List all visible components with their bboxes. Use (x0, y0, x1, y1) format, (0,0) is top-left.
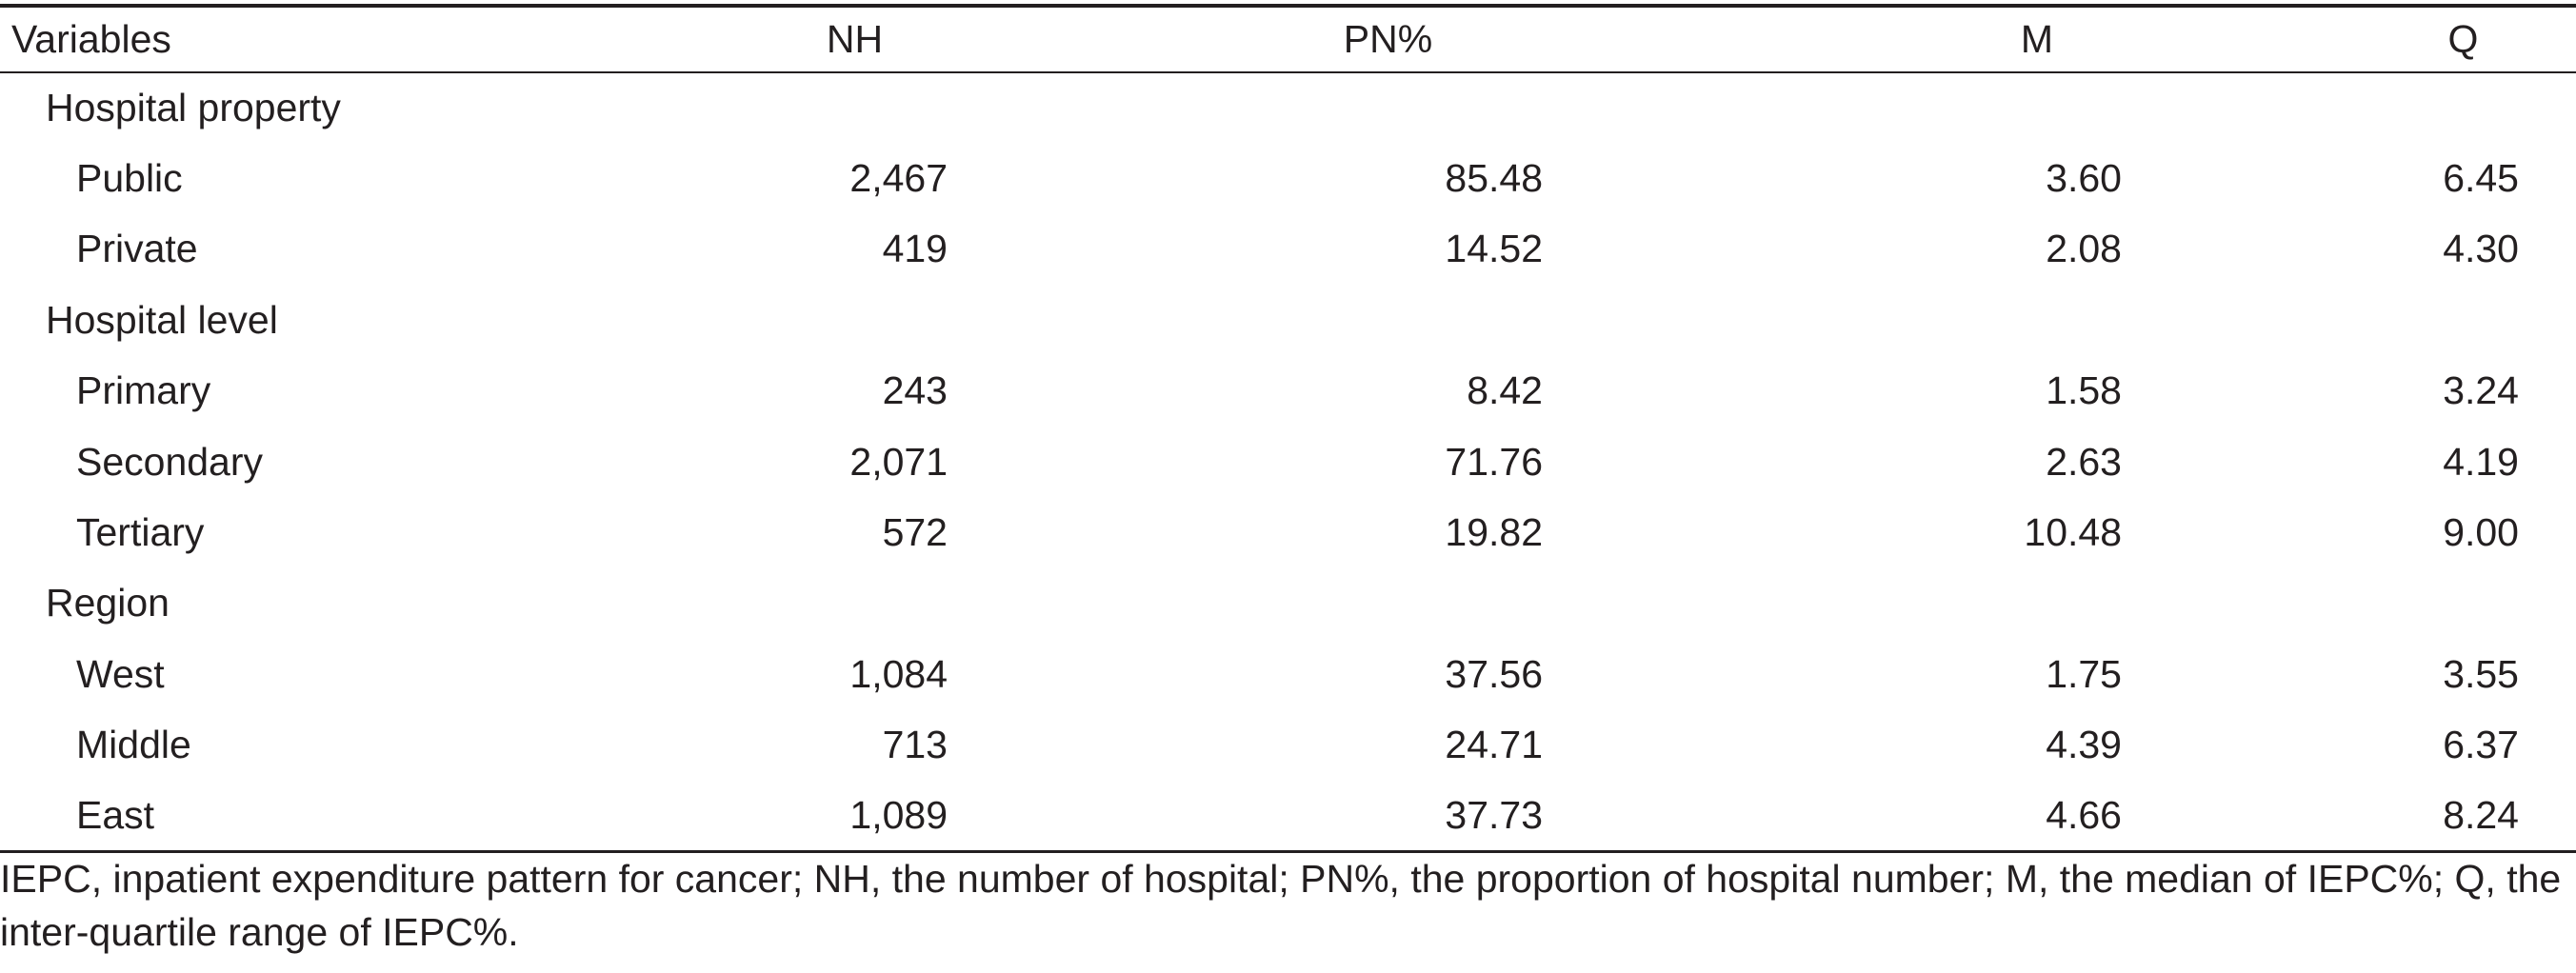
cell-pn: 37.56 (1445, 651, 1543, 696)
header-pn: PN% (948, 6, 1543, 72)
cell-nh: 2,071 (849, 439, 948, 484)
row-label: West (76, 651, 165, 696)
table-row (0, 214, 2576, 285)
table-row (0, 143, 2576, 213)
group-label: Region (46, 581, 170, 626)
cell-pn: 85.48 (1445, 156, 1543, 201)
cell-m: 4.39 (2046, 723, 2122, 767)
cell-nh: 713 (882, 723, 948, 767)
table-row (0, 639, 2576, 709)
row-label: Private (76, 227, 198, 271)
row-label: Secondary (76, 439, 264, 484)
cell-m: 2.63 (2046, 439, 2122, 484)
cell-q: 3.24 (2443, 368, 2519, 413)
cell-nh: 243 (882, 368, 948, 413)
cell-q: 4.19 (2443, 439, 2519, 484)
cell-pn: 8.42 (1467, 368, 1543, 413)
cell-m: 1.75 (2046, 651, 2122, 696)
cell-q: 9.00 (2443, 510, 2519, 555)
cell-m: 3.60 (2046, 156, 2122, 201)
header-row (0, 6, 2576, 72)
table-body (0, 72, 2576, 851)
cell-pn: 71.76 (1445, 439, 1543, 484)
cell-nh: 572 (882, 510, 948, 555)
cell-pn: 14.52 (1445, 227, 1543, 271)
cell-nh: 1,089 (590, 781, 948, 851)
table-row (0, 497, 2576, 567)
row-label: East (0, 781, 590, 851)
cell-q: 3.55 (2443, 651, 2519, 696)
group-row (0, 72, 2576, 143)
table-row (0, 427, 2576, 497)
header-m: M (1543, 6, 2122, 72)
cell-pn: 24.71 (1445, 723, 1543, 767)
group-label: Hospital level (46, 297, 278, 342)
cell-nh: 1,084 (849, 651, 948, 696)
cell-nh: 419 (882, 227, 948, 271)
cell-q: 6.45 (2443, 156, 2519, 201)
cell-nh: 2,467 (849, 156, 948, 201)
group-row (0, 568, 2576, 639)
cell-pn: 37.73 (948, 781, 1543, 851)
group-label: Hospital property (46, 86, 341, 130)
header-variables: Variables (0, 6, 590, 72)
row-label: Middle (76, 723, 191, 767)
cell-q: 8.24 (2122, 781, 2576, 851)
table-row (0, 781, 2576, 851)
table-row (0, 356, 2576, 427)
table-footnote: IEPC, inpatient expenditure pattern for cancer; NH, the number of hospital; PN%, the proportion of hospital number; M, the median of IEPC%; Q, the inter-quartile range of IEPC%. (0, 857, 2562, 954)
header-q: Q (2122, 6, 2576, 72)
group-row (0, 285, 2576, 355)
row-label: Public (76, 156, 183, 201)
header-nh: NH (590, 6, 948, 72)
table-row (0, 710, 2576, 781)
cell-q: 6.37 (2443, 723, 2519, 767)
cell-m: 10.48 (2024, 510, 2122, 555)
row-label: Primary (76, 368, 211, 413)
cell-m: 1.58 (2046, 368, 2122, 413)
cell-q: 4.30 (2443, 227, 2519, 271)
data-table (0, 4, 2576, 853)
row-label: Tertiary (76, 510, 205, 555)
cell-m: 2.08 (2046, 227, 2122, 271)
cell-pn: 19.82 (1445, 510, 1543, 555)
cell-m: 4.66 (1543, 781, 2122, 851)
